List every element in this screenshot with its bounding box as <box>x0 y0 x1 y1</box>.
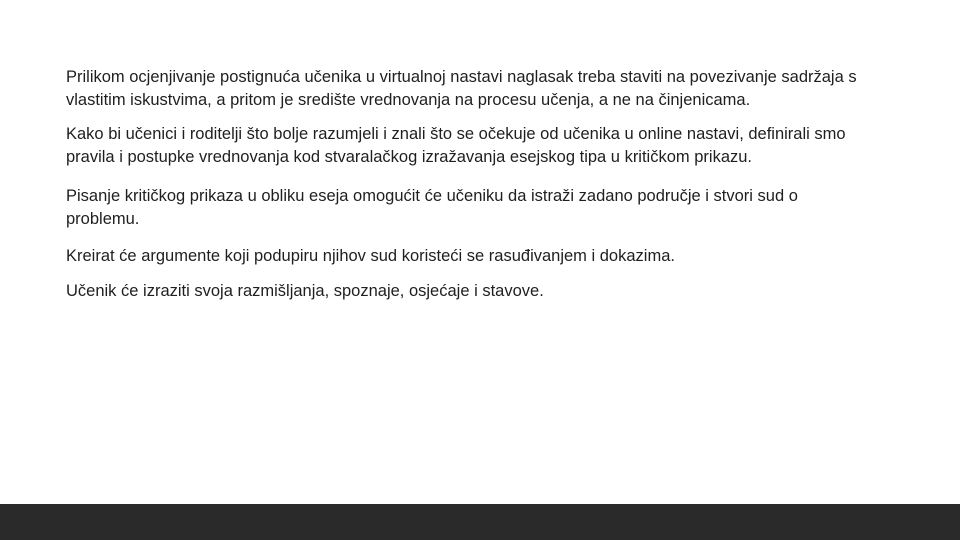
paragraph-rules-definition: Kako bi učenici i roditelji što bolje razumjeli i znali što se očekuje od učenika u online nastavi, definirali smo pravila i postupke vrednovanja kod stvaralačkog izražavanja esejskog tipa u kritičkom prikazu. <box>66 125 846 166</box>
paragraph-assessment-focus: Prilikom ocjenjivanje postignuća učenika u virtualnoj nastavi naglasak treba staviti na povezivanje sadržaja s vlastitim iskustvima, a pritom je središte vrednovanja na procesu učenja, a ne na činjenicama. <box>66 68 857 109</box>
paragraph-expression: Učenik će izraziti svoja razmišljanja, spoznaje, osjećaje i stavove. <box>66 282 544 300</box>
paragraph-arguments: Kreirat će argumente koji podupiru njihov sud koristeći se rasuđivanjem i dokazima. <box>66 247 675 265</box>
footer-bar <box>0 504 960 540</box>
slide-body <box>66 66 866 303</box>
paragraph-essay-writing: Pisanje kritičkog prikaza u obliku eseja omogućit će učeniku da istraži zadano područje i stvori sud o problemu. <box>66 187 798 228</box>
